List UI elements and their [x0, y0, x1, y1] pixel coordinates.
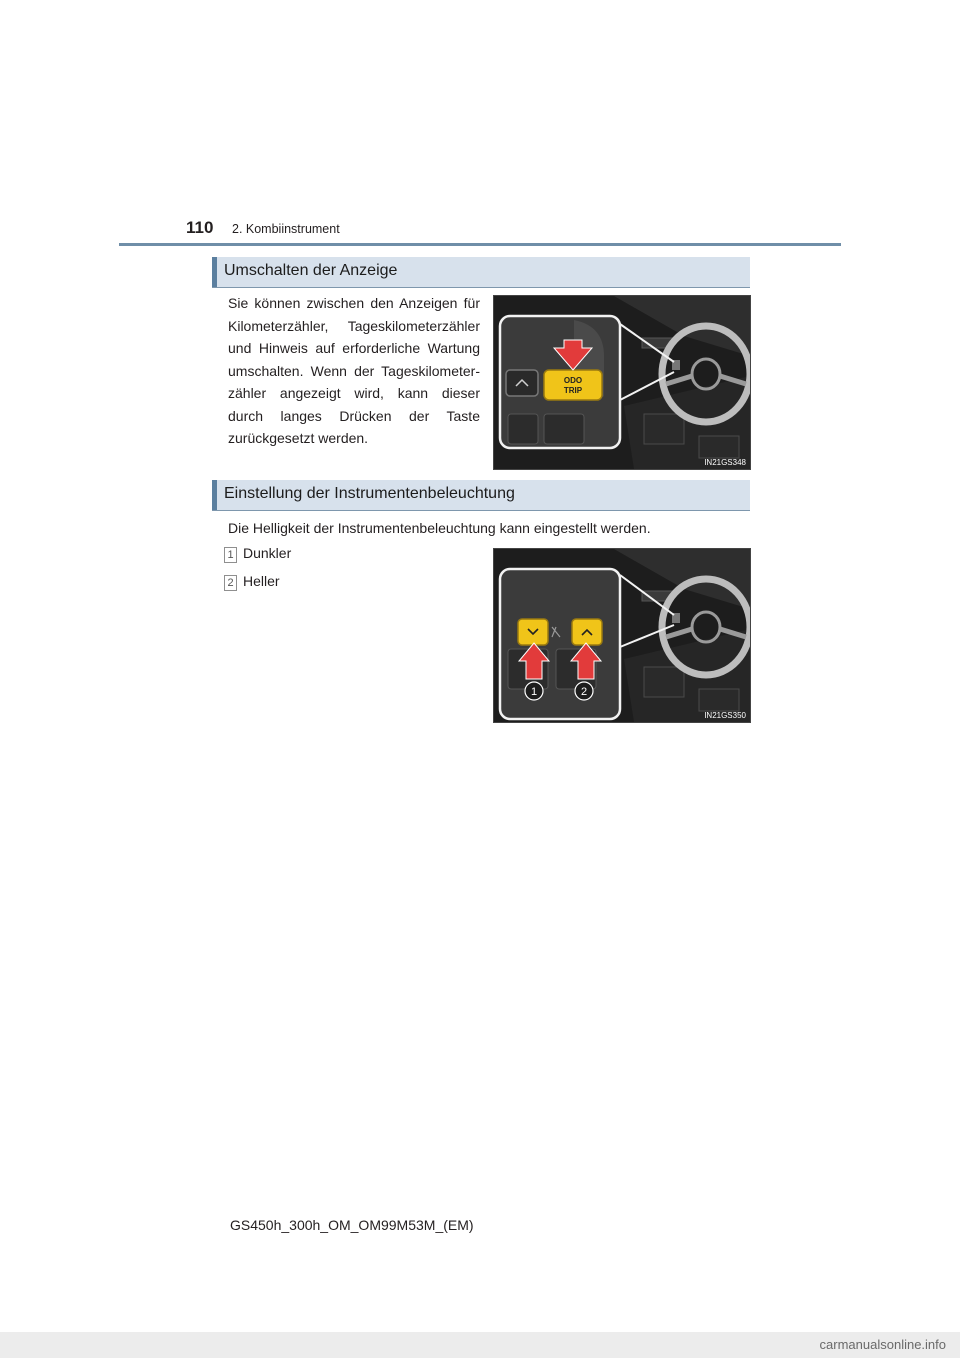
- section-title: Umschalten der Anzeige: [224, 262, 398, 279]
- list-number-badge: 2: [224, 575, 237, 591]
- figure-code: IN21GS348: [704, 458, 746, 467]
- section2-intro: Die Helligkeit der Instrumentenbeleuchtung kann eingestellt werden.: [228, 520, 651, 536]
- header-rule: [119, 243, 841, 246]
- list-item-label: Heller: [243, 573, 280, 589]
- paragraph-line: und Hinweis auf erforderliche Wartung: [228, 340, 480, 356]
- figure-code: IN21GS350: [704, 711, 746, 720]
- odo-label: ODO: [563, 376, 583, 385]
- dashboard-illustration: [494, 549, 750, 722]
- paragraph-line: zurückgesetzt werden.: [228, 430, 369, 446]
- section-title: Einstellung der Instrumentenbeleuchtung: [224, 485, 515, 502]
- paragraph-line: zähler angezeigt wird, kann dieser: [228, 385, 480, 401]
- callout-label: 2: [580, 686, 588, 698]
- list-item-label: Dunkler: [243, 545, 292, 561]
- odo-trip-figure: [493, 295, 751, 470]
- lighting-control-figure: [493, 548, 751, 723]
- paragraph-line: umschalten. Wenn der Tageskilometer-: [228, 362, 480, 379]
- callout-label: 1: [530, 686, 538, 698]
- watermark-text: carmanualsonline.info: [819, 1337, 946, 1352]
- paragraph-line: durch langes Drücken der Taste: [228, 407, 480, 424]
- page-number: 110: [186, 218, 214, 237]
- list-number-badge: 1: [224, 547, 237, 563]
- dashboard-illustration: [494, 296, 750, 469]
- trip-label: TRIP: [563, 386, 583, 395]
- brighter-button: [572, 619, 602, 645]
- section-accent: [212, 257, 217, 287]
- chapter-title: 2. Kombiinstrument: [232, 222, 340, 236]
- section-heading-instrument-lighting: [212, 480, 750, 511]
- watermark-bar: [0, 1332, 960, 1358]
- section-heading-display-switch: [212, 257, 750, 288]
- document-id: GS450h_300h_OM_OM99M53M_(EM): [230, 1217, 474, 1233]
- paragraph-line: Kilometerzähler, Tageskilometerzähler: [228, 317, 480, 334]
- dimmer-button: [518, 619, 548, 645]
- paragraph-line: Sie können zwischen den Anzeigen für: [228, 295, 480, 311]
- section-accent: [212, 480, 217, 510]
- section1-paragraph: [228, 292, 480, 450]
